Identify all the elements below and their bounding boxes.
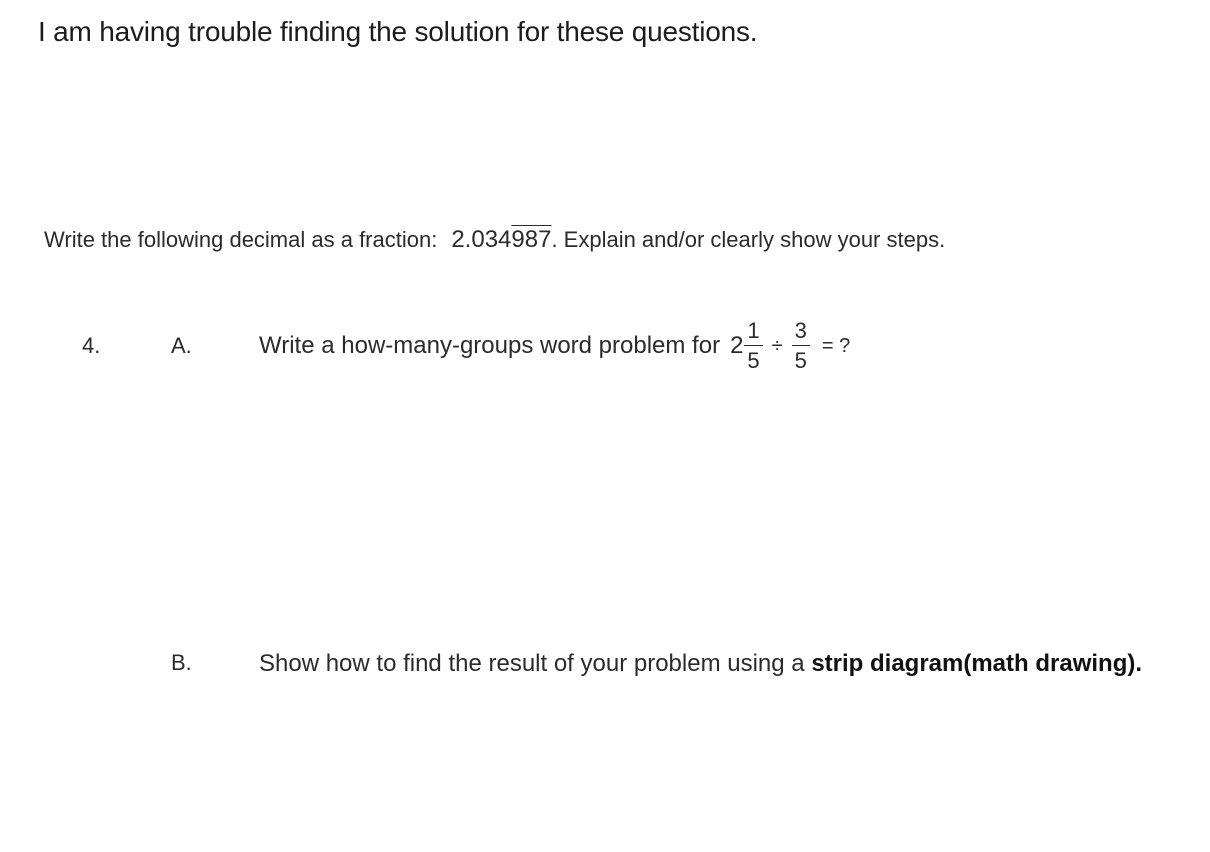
fraction-one-denominator: 5 xyxy=(747,348,760,373)
decimal-question xyxy=(44,226,945,254)
decimal-question-instruction: . Explain and/or clearly show your steps. xyxy=(551,227,946,252)
fraction-one-numerator: 1 xyxy=(744,320,762,346)
decimal-question-prompt: Write the following decimal as a fraction: xyxy=(44,227,438,252)
part-b-label: B. xyxy=(171,650,192,675)
fraction-two-denominator: 5 xyxy=(794,348,807,373)
part-b-question xyxy=(259,648,1179,680)
part-a-label: A. xyxy=(171,333,192,358)
decimal-nonrepeating-part: 2.034 xyxy=(451,226,512,253)
intro-text: I am having trouble finding the solution for these questions. xyxy=(38,16,758,47)
fraction-two xyxy=(792,320,810,372)
part-a-text: Write a how-many-groups word problem for xyxy=(259,332,721,359)
equals-question: = ? xyxy=(821,334,851,357)
mixed-number-whole: 2 xyxy=(730,332,744,359)
decimal-number xyxy=(451,226,551,253)
part-b-bold-text: strip diagram(math drawing). xyxy=(811,650,1143,677)
part-a-question xyxy=(259,312,850,380)
question-number: 4. xyxy=(82,333,101,358)
division-expression xyxy=(730,320,850,372)
fraction-one xyxy=(744,320,762,372)
part-b-text: Show how to find the result of your problem using a xyxy=(259,650,812,677)
decimal-repeating-part: 987 xyxy=(511,226,552,253)
fraction-two-numerator: 3 xyxy=(792,320,810,346)
division-sign: ÷ xyxy=(771,334,783,357)
